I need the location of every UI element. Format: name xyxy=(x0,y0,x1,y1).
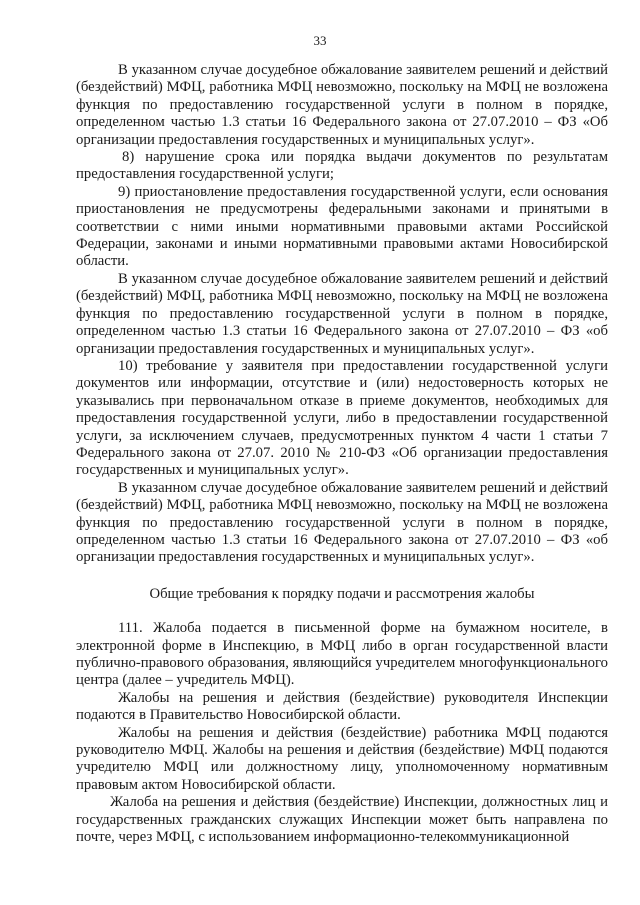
paragraph: В указанном случае досудебное обжалование заявителем решений и действий (бездействий) МФЦ, работника МФЦ невозможно, поскольку на МФЦ не возложена функция по предоставлению государственной услуги в полном в порядке, определенном частью 1.3 статьи 16 Федерального закона от 27.07.2010 – ФЗ «об организации предоставления государственных и муниципальных услуг». xyxy=(76,270,608,357)
paragraph: 10) требование у заявителя при предоставлении государственной услуги документов или информации, отсутствие и (или) недостоверность которых не указывались при первоначальном отказе в приеме документов, необходимых для предоставления государственной услуги, либо в предоставлении государственной услуги, за исключением случаев, предусмотренных пунктом 4 части 1 статьи 7 Федерального закона от 27.07. 2010 № 210-ФЗ «Об организации предоставления государственных и муниципальных услуг». xyxy=(76,357,608,479)
paragraph: 9) приостановление предоставления государственной услуги, если основания приостановления не предусмотрены федеральными законами и принятыми в соответствии с ними иными нормативными правовыми актами Российской Федерации, законами и иными нормативными правовыми актами Новосибирской области. xyxy=(76,183,608,270)
paragraph: Жалобы на решения и действия (бездействие) руководителя Инспекции подаются в Правительство Новосибирской области. xyxy=(76,689,608,724)
paragraph: 111. Жалоба подается в письменной форме на бумажном носителе, в электронной форме в Инспекцию, в МФЦ либо в орган государственной власти публично-правового образования, являющийся учредителем многофункционального центра (далее – учредитель МФЦ). xyxy=(76,620,608,689)
paragraph: Жалоба на решения и действия (бездействие) Инспекции, должностных лиц и государственных гражданских служащих Инспекции может быть направлена по почте, через МФЦ, с использованием информационно-телекоммуникационной xyxy=(76,794,608,846)
document-body xyxy=(76,62,608,846)
page-number: 33 xyxy=(313,33,327,48)
paragraph: Жалобы на решения и действия (бездействие) работника МФЦ подаются руководителю МФЦ. Жалобы на решения и действия (бездействие) МФЦ подаются учредителю МФЦ или должностному лицу, уполномоченному нормативным правовым актом Новосибирской области. xyxy=(76,724,608,793)
paragraph: 8) нарушение срока или порядка выдачи документов по результатам предоставления государственной услуги; xyxy=(76,149,608,183)
paragraph: В указанном случае досудебное обжалование заявителем решений и действий (бездействий) МФЦ, работника МФЦ невозможно, поскольку на МФЦ не возложена функция по предоставлению государственной услуги в полном в порядке, определенном частью 1.3 статьи 16 Федерального закона от 27.07.2010 – ФЗ «об организации предоставления государственных и муниципальных услуг». xyxy=(76,479,608,566)
paragraph: В указанном случае досудебное обжалование заявителем решений и действий (бездействий) МФЦ, работника МФЦ невозможно, поскольку на МФЦ не возложена функция по предоставлению государственной услуги в полном в порядке, определенном частью 1.3 статьи 16 Федерального закона от 27.07.2010 – ФЗ «Об организации предоставления государственных и муниципальных услуг». xyxy=(76,62,608,148)
section-heading: Общие требования к порядку подачи и рассмотрения жалобы xyxy=(149,585,535,602)
